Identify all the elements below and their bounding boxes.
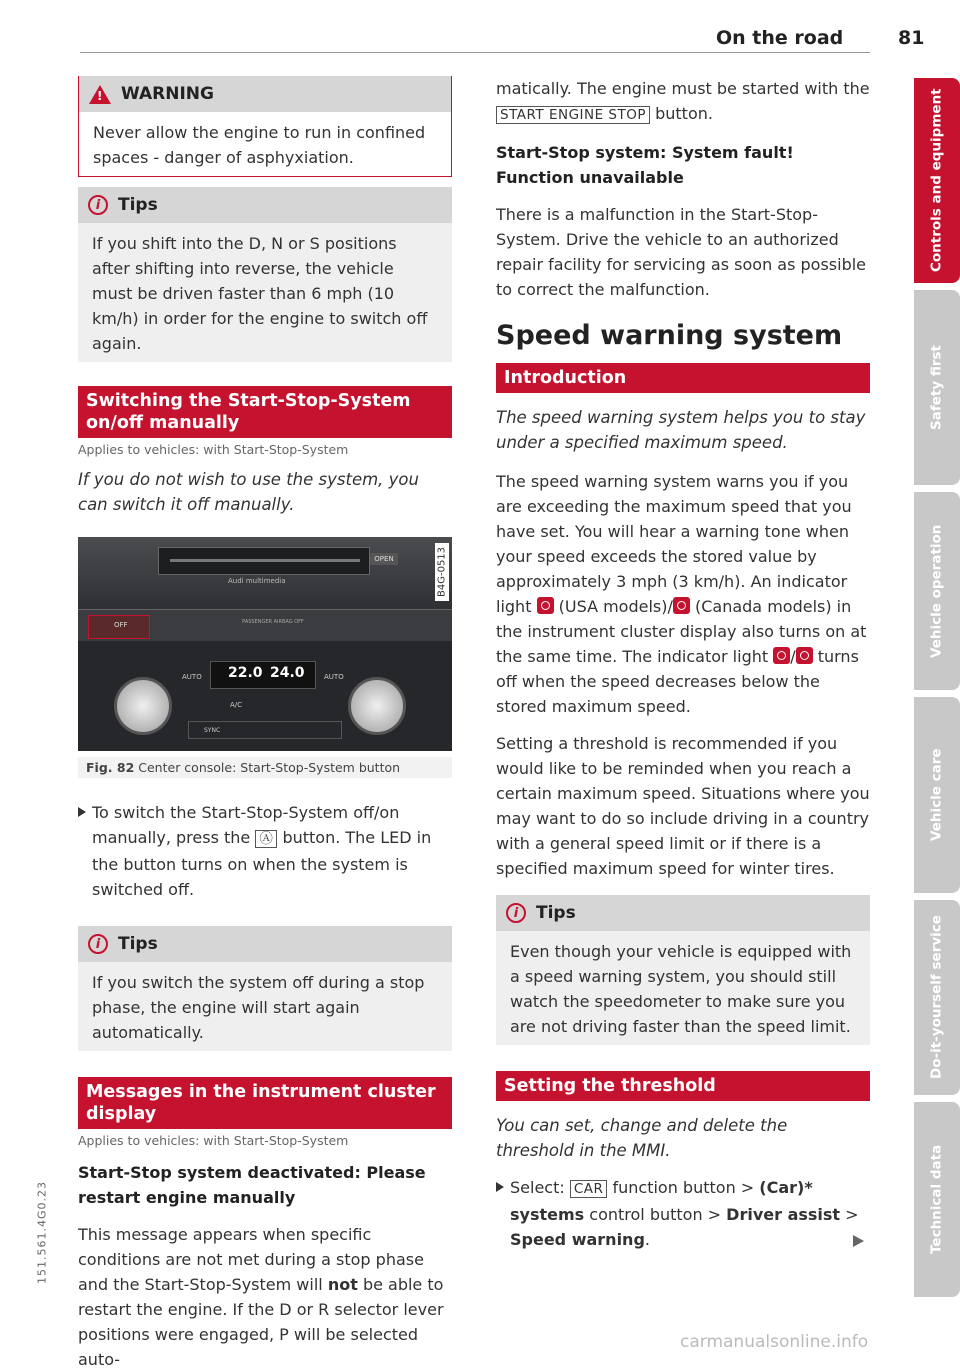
figure-caption-text: Center console: Start-Stop-System button [138,760,401,775]
info-icon: i [88,195,108,215]
center-console-image [78,537,452,751]
p1-d: turns off when the speed decreases below the stored maximum speed. [496,647,859,716]
speed-warning-indicator-canada-icon [673,597,690,614]
off-label: OFF [114,621,128,629]
message-subhead: Start-Stop system deactivated: Please restart engine manually [78,1163,426,1207]
bullet-arrow-icon [496,1182,504,1192]
section-heading-messages: Messages in the instrument cluster display [78,1077,452,1129]
continue-arrow-icon [853,1235,864,1247]
left-column [78,76,452,1372]
select-pre: Select: [510,1178,565,1197]
tips-text-3: Even though your vehicle is equipped with a speed warning system, you should still watch the speedometer to make sure you are not driving faster than the speed limit. [510,942,852,1036]
section-heading-threshold: Setting the threshold [496,1071,870,1101]
figure-caption [78,757,452,778]
continued-text [496,76,870,128]
figure-id: B4G-0513 [435,543,449,601]
message-body-pre: This message appears when specific conditions are not met during a stop phase and the Start-Stop-System will [78,1225,424,1294]
tips-label-2: Tips [118,934,158,954]
tips-text-1: If you shift into the D, N or S positions after shifting into reverse, the vehicle must be driven faster than 6 mph (10 km/h) in order for the engine to switch off again. [92,234,428,353]
tab-technical-data[interactable]: Technical data [914,1102,960,1297]
print-code: 151.561.4G0.23 [35,1181,49,1285]
footer-watermark: carmanualsonline.info [680,1332,869,1352]
tips-header-1 [78,187,452,223]
tips-label-3: Tips [536,903,576,923]
start-engine-stop-key: START ENGINE STOP [496,106,650,124]
select-ctrl: control button > [589,1205,722,1224]
tab-controls-equipment[interactable]: Controls and equipment [914,78,960,283]
select-mid: function button > [612,1178,755,1197]
applies-to-2: Applies to vehicles: with Start-Stop-System [78,1133,349,1148]
warning-text: Never allow the engine to run in confined spaces - danger of asphyxiation. [93,123,426,167]
warning-body [79,112,451,176]
speed-warning-paragraph-1: The speed warning system warns you if you are exceeding the maximum speed that you have set. You will hear a warning tone when your speed exceeds the stored value by approximately 3 mph (3 km/h). An indicator light (USA models)/ (Canada models) in the instrument cluster display also turns on at the same time. The indicator light / turns off when the speed decreases below the stored maximum speed. [496,472,867,716]
figure-82 [78,537,452,778]
tips-body-2 [78,962,452,1051]
car-key: CAR [570,1180,608,1198]
select-speed-warning: Speed warning [510,1230,645,1249]
p1-a: The speed warning system warns you if you are exceeding the maximum speed that you have set. You will hear a warning tone when your speed exceeds the stored value by approximately 3 mph (3 km/h). An indicator light [496,472,852,616]
header-rule [80,52,870,53]
tips-header-2 [78,926,452,962]
message-body-bold: not [327,1275,358,1294]
tips-label-1: Tips [118,195,158,215]
message-body-post: be able to restart the engine. If the D or R selector lever positions were engaged, P will be selected auto- [78,1275,444,1369]
temp-left: 22.0 [228,665,263,681]
bullet-arrow-icon [78,807,86,817]
temp-right: 24.0 [270,665,305,681]
warning-box [78,76,452,177]
passenger-airbag-label: PASSENGER AIRBAG OFF [242,619,304,625]
fault-body: There is a malfunction in the Start-Stop-System. Drive the vehicle to an authorized repair facility for servicing as soon as possible to correct the malfunction. [496,205,867,299]
speed-warning-indicator-usa-icon [537,597,554,614]
speed-warning-indicator-icon [773,647,790,664]
p1-b: (USA models)/ [558,597,673,616]
continued-post: button. [655,104,713,123]
applies-to-1: Applies to vehicles: with Start-Stop-System [78,442,349,457]
warning-triangle-icon: ! [89,85,111,104]
tips-text-2: If you switch the system off during a stop phase, the engine will start again automatically. [92,973,425,1042]
tab-vehicle-care[interactable]: Vehicle care [914,697,960,893]
info-icon: i [506,903,526,923]
introduction-intro: The speed warning system helps you to stay under a specified maximum speed. [496,408,866,452]
select-end: . [644,1230,650,1249]
tips-body-3 [496,931,870,1045]
tips-box-2 [78,926,452,1051]
threshold-intro: You can set, change and delete the threshold in the MMI. [496,1116,788,1160]
ac-label: A/C [230,701,243,709]
cd-label: Audi multimedia [228,577,286,585]
instruction-pre: To switch the Start-Stop-System off/on manually, press the [92,803,400,847]
open-label: OPEN [370,553,398,565]
p1-c: (Canada models) in the instrument cluster display also turns on at the same time. The indicator light [496,597,867,666]
tips-box-3 [496,895,870,1045]
auto-right: AUTO [324,673,344,681]
section-heading-start-stop-manual: Switching the Start-Stop-System on/off manually [78,386,452,438]
instruction-step [78,800,452,902]
tab-do-it-yourself[interactable]: Do-it-yourself service [914,900,960,1095]
select-car: (Car)* systems [510,1178,813,1224]
tips-body-1 [78,223,452,362]
section-start-stop-manual [78,386,452,517]
select-driver-assist: Driver assist [726,1205,841,1224]
right-column [496,76,870,1252]
auto-left: AUTO [182,673,202,681]
warning-header [79,76,451,112]
info-icon: i [88,934,108,954]
message-body [78,1222,452,1372]
header-section-title: On the road [716,27,844,49]
tab-safety-first[interactable]: Safety first [914,290,960,485]
section-intro-1: If you do not wish to use the system, you can switch it off manually. [78,470,419,514]
figure-caption-number: Fig. 82 [86,760,135,775]
select-separator: > [845,1205,859,1224]
tab-vehicle-operation[interactable]: Vehicle operation [914,492,960,690]
tips-header-3 [496,895,870,931]
speed-warning-paragraph-2: Setting a threshold is recommended if you would like to be reminded when you reach a certain maximum speed. Situations where you may want to do so include driving in a country with a general speed limit or if there is a specified maximum speed for winter tires. [496,734,870,878]
page-number: 81 [898,27,925,49]
warning-label: WARNING [121,84,214,104]
speed-warning-indicator-icon [796,647,813,664]
tips-box-1 [78,187,452,362]
threshold-instruction [496,1175,870,1252]
chapter-title: Speed warning system [496,320,843,351]
start-stop-key: Ⓐ [255,830,277,848]
instruction-post: button. The LED in the button turns on when the system is switched off. [92,828,432,899]
section-messages [78,1077,452,1372]
continued-pre: matically. The engine must be started with the [496,79,870,98]
sync-label: SYNC [204,727,221,734]
section-heading-introduction: Introduction [496,363,870,393]
fault-heading: Start-Stop system: System fault! Function unavailable [496,143,794,187]
